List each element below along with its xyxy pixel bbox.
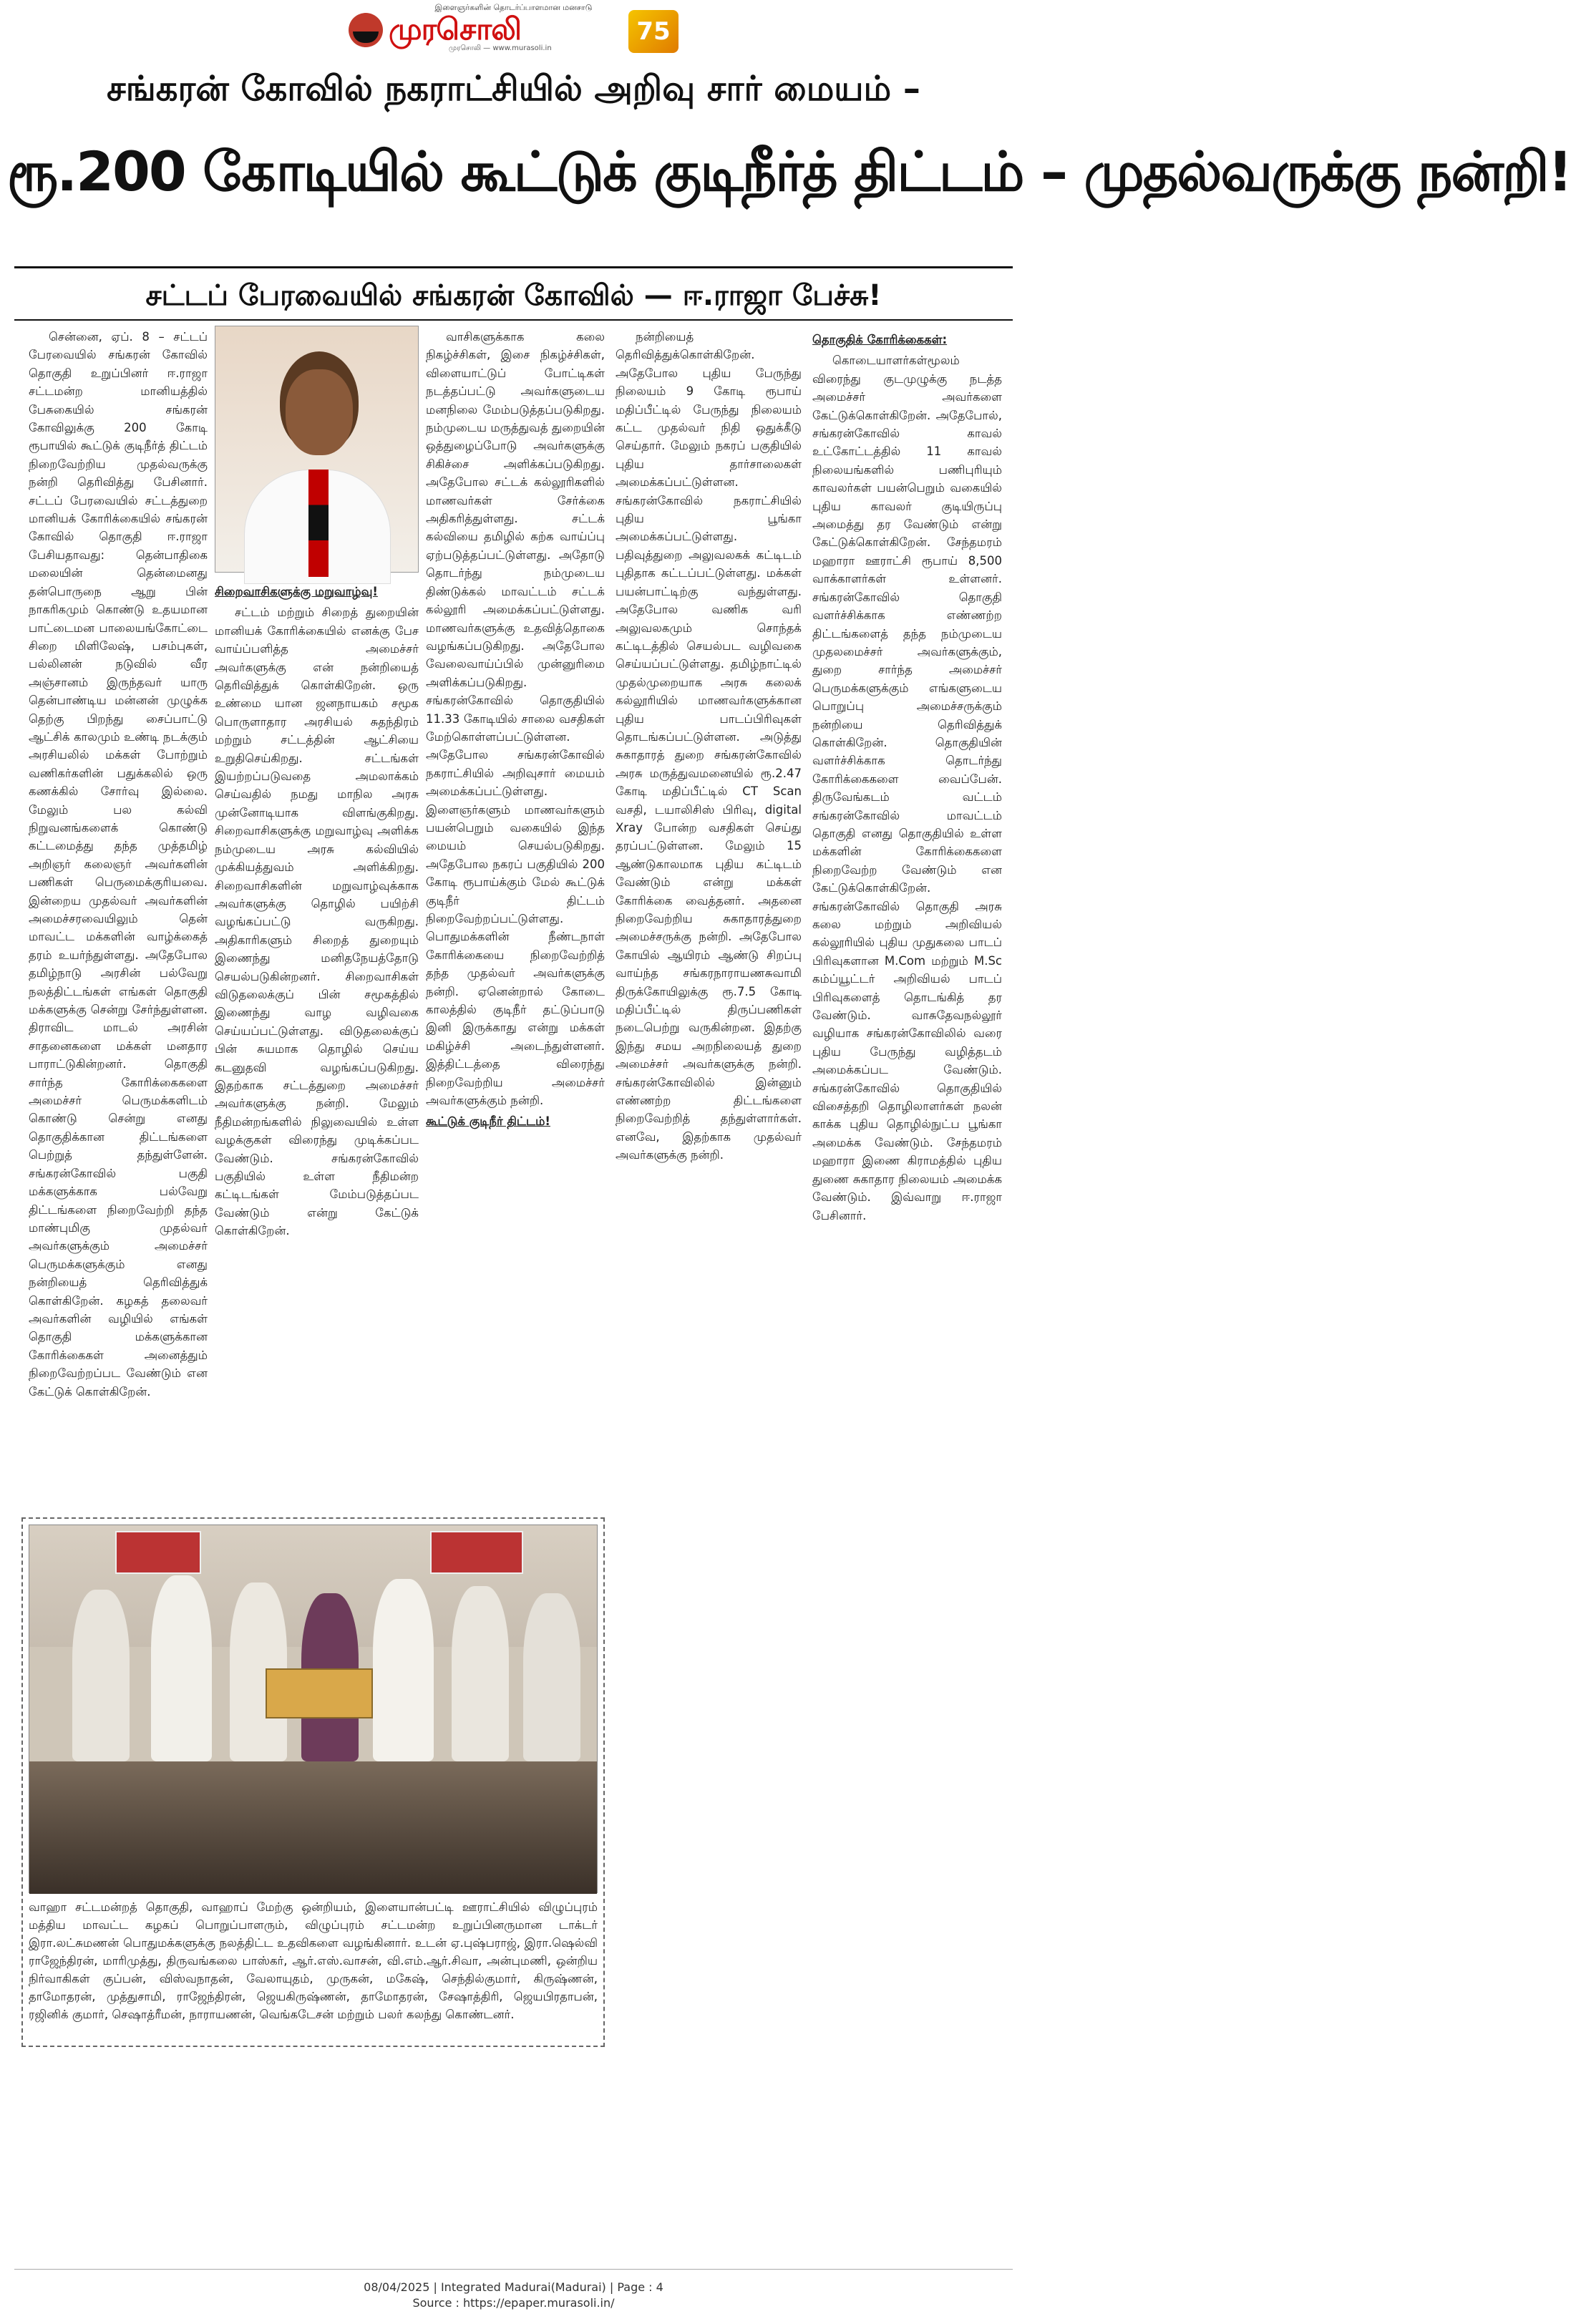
- footer-divider: [14, 2269, 1013, 2270]
- divider: [14, 319, 1013, 321]
- headline-deck: சட்டப் பேரவையில் சங்கரன் கோவில் — ஈ.ராஜா பேச்சு!: [145, 279, 882, 312]
- article-column-3: [426, 328, 605, 1512]
- headline-kicker: சங்கரன் கோவில் நகராட்சியில் அறிவு சார் மையம் –: [107, 69, 920, 109]
- speaker-portrait-photo: [215, 326, 419, 573]
- photo-person: [151, 1575, 212, 1761]
- page-footer: [0, 2280, 1027, 2311]
- rising-sun-icon: [349, 13, 383, 47]
- article-column-1: [29, 328, 208, 1512]
- photo-caption: வாஹா சட்டமன்றத் தொகுதி, வாஹாப் மேற்கு ஒன்றியம், இளையான்பட்டி ஊராட்சியில் விழுப்புரம் மத்திய மாவட்ட கழகப் பொறுப்பாளரும், விழுப்புரம் சட்டமன்ற உறுப்பினருமான டாக்டர் இரா.லட்சுமணன் பொதுமக்களுக்கு நலத்திட்ட உதவிகளை வழங்கினார். உடன் ஏ.புஷ்பராஜ், இரா.ஷெல்வி ராஜேந்திரன், மாரிமுத்து, திருவங்கலை பாஸ்கர், ஆர்.எஸ்.வாசன், வி.எம்.ஆர்.சிவா, அன்புமணி, ஒன்றிய நிர்வாகிகள் குப்பன், விஸ்வநாதன், வேலாயுதம், முருகன், மகேஷ், செந்தில்குமார், கிருஷ்ணன், தாமோதரன், முத்துசாமி, ராஜேந்திரன், ஜெயகிருஷ்ணன், தாமோதரன், சேஷாத்திரி, ஜெயபிரதாபன், ரஜினிக் குமார், செஷாத்ரீமன், நாராயணன், வெங்கடேசன் மற்றும் பலர் கலந்து கொண்டனர்.: [29, 1900, 598, 2021]
- article-column-4: [616, 328, 802, 2260]
- article-text: வாசிகளுக்காக கலை நிகழ்ச்சிகள், இசை நிகழ்ச்சிகள், விளையாட்டுப் போட்டிகள் நடத்தப்பட்டு அவர்களுடைய மனநிலை மேம்படுத்தப்படுகிறது. நம்முடைய மருத்துவத் துறையின் ஒத்துழைப்போடு அவர்களுக்கு சிகிச்சை அளிக்கப்படுகிறது. அதேபோல சட்டக் கல்லூரிகளில் மாணவர்கள் சேர்க்கை அதிகரித்துள்ளது. சட்டக் கல்வியை தமிழில் கற்க வாய்ப்பு ஏற்படுத்தப்பட்டுள்ளது. அதோடு தொடர்ந்து நம்முடைய திண்டுக்கல் மாவட்டம் சட்டக் கல்லூரி அமைக்கப்பட்டுள்ளது. மாணவர்களுக்கு உதவித்தொகை வழங்கப்படுகிறது. அதேபோல வேலைவாய்ப்பில் முன்னுரிமை அளிக்கப்படுகிறது. சங்கரன்கோவில் தொகுதியில் 11.33 கோடியில் சாலை வசதிகள் மேற்கொள்ளப்பட்டுள்ளன. அதேபோல சங்கரன்கோவில் நகராட்சியில் அறிவுசார் மையம் அமைக்கப்பட்டுள்ளது. இளைஞர்களும் மாணவர்களும் பயன்பெறும் வகையில் இந்த மையம் செயல்படுகிறது. அதேபோல நகரப் பகுதியில் 200 கோடி ரூபாய்க்கும் மேல் கூட்டுக் குடிநீர் திட்டம் நிறைவேற்றப்பட்டுள்ளது. பொதுமக்களின் நீண்டநாள் கோரிக்கையை நிறைவேற்றித் தந்த முதல்வர் அவர்களுக்கு நன்றி. ஏனென்றால் கோடை காலத்தில் குடிநீர் தட்டுப்பாடு இனி இருக்காது என்று மக்கள் மகிழ்ச்சி அடைந்துள்ளனர். இத்திட்டத்தை விரைந்து நிறைவேற்றிய அமைச்சர் அவர்களுக்கும் நன்றி.: [426, 330, 605, 1108]
- newspaper-logo: [349, 10, 679, 54]
- subhead: சிறைவாசிகளுக்கு மறுவாழ்வு!: [215, 585, 378, 598]
- event-group-photo: [29, 1525, 598, 1893]
- photo-person: [452, 1586, 509, 1761]
- masthead-tagline: இளைஞர்களின் தொடர்ப்பாளமான மனசாடு: [434, 3, 593, 12]
- subhead: தொகுதிக் கோரிக்கைகள்:: [812, 333, 948, 346]
- article-text: கொடையாளர்கள்மூலம் விரைந்து குடமுழுக்கு நடத்த அமைச்சர் அவர்களை கேட்டுக்கொள்கிறேன். அதேபோல், சங்கரன்கோவில் காவல் உட்கோட்டத்தில் 11 காவல் நிலையங்களில் பணிபுரியும் காவலர்கள் பயன்பெறும் வகையில் புதிய காவலர் குடியிருப்பு அமைத்து தர வேண்டும் என்று கேட்டுக்கொள்கிறேன். சேந்தமரம் மஹாரா ஊராட்சி ரூபாய் 8,500 வாக்காளர்கள் உள்ளனர். சங்கரன்கோவில் தொகுதி வளர்ச்சிக்காக எண்ணற்ற திட்டங்களைத் தந்த நம்முடைய முதலமைச்சர் அவர்களுக்கும், துறை சார்ந்த அமைச்சர் பெருமக்களுக்கும் எங்களுடைய பொறுப்பு அமைச்சருக்கும் நன்றியை தெரிவித்துக் கொள்கிறேன். தொகுதியின் வளர்ச்சிக்காக தொடர்ந்து கோரிக்கைகளை வைப்பேன். திருவேங்கடம் வட்டம் சங்கரன்கோவில் மாவட்டம் தொகுதி எனது தொகுதியில் உள்ள மக்களின் கோரிக்கைகளை நிறைவேற்ற வேண்டும் என கேட்டுக்கொள்கிறேன். சங்கரன்கோவில் தொகுதி அரசு கலை மற்றும் அறிவியல் கல்லூரியில் புதிய முதுகலை பாடப் பிரிவுகளான M.Com மற்றும் M.Sc கம்ப்யூட்டர் அறிவியல் பாடப் பிரிவுகளைத் தொடங்கித் தர வேண்டும். வாசுதேவநல்லூர் வழியாக சங்கரன்கோவிலில் வரை புதிய பேருந்து வழித்தடம் அமைக்கப்பட வேண்டும். சங்கரன்கோவில் தொகுதியில் விசைத்தறி தொழிலாளர்கள் நலன் காக்க புதிய தொழில்நுட்ப பூங்கா அமைக்க வேண்டும். சேந்தமரம் மஹாரா இணை கிராமத்தில் புதிய துணை சுகாதார நிலையம் அமைக்க வேண்டும். இவ்வாறு ஈ.ராஜா பேசினார்.: [812, 354, 1002, 1222]
- photo-banner: [115, 1531, 201, 1574]
- photo-banner: [430, 1531, 523, 1574]
- divider: [14, 266, 1013, 268]
- headline-main: ரூ.200 கோடியில் கூட்டுக் குடிநீர்த் திட்டம் – முதல்வருக்கு நன்றி!: [7, 140, 1571, 203]
- article-column-5: [812, 328, 1002, 2260]
- article-column-2: [215, 580, 419, 1510]
- anniversary-badge: 75: [628, 10, 679, 53]
- article-text: நன்றியைத் தெரிவித்துக்கொள்கிறேன். அதேபோல புதிய பேருந்து நிலையம் 9 கோடி ரூபாய் மதிப்பீட்டில் பேருந்து நிலையம் கட்ட முதல்வர் நிதி ஒதுக்கீடு செய்தார். மேலும் நகரப் பகுதியில் புதிய தார்சாலைகள் அமைக்கப்பட்டுள்ளன. சங்கரன்கோவில் நகராட்சியில் புதிய பூங்கா அமைக்கப்பட்டுள்ளது. பதிவுத்துறை அலுவலகக் கட்டிடம் புதிதாக கட்டப்பட்டுள்ளது. மக்கள் பயன்பாட்டிற்கு வந்துள்ளது. அதேபோல வணிக வரி அலுவலகமும் சொந்தக் கட்டிடத்தில் செயல்பட வழிவகை செய்யப்பட்டுள்ளது. தமிழ்நாட்டில் முதல்முறையாக அரசு கலைக் கல்லூரியில் மாணவர்களுக்கான புதிய பாடப்பிரிவுகள் தொடங்கப்பட்டுள்ளன. அடுத்து சுகாதாரத் துறை சங்கரன்கோவில் அரசு மருத்துவமனையில் ரூ.2.47 கோடி மதிப்பீட்டில் CT Scan வசதி, டயாலிசிஸ் பிரிவு, digital Xray போன்ற வசதிகள் செய்து தரப்பட்டுள்ளன. மேலும் 15 ஆண்டுகாலமாக புதிய கட்டிடம் வேண்டும் என்று மக்கள் கோரிக்கை வைத்தனர். அதனை நிறைவேற்றிய சுகாதாரத்துறை அமைச்சருக்கு நன்றி. அதேபோல கோயில் ஆயிரம் ஆண்டு சிறப்பு வாய்ந்த சங்கரநாராயணசுவாமி திருக்கோயிலுக்கு ரூ.7.5 கோடி மதிப்பீட்டில் திருப்பணிகள் நடைபெற்று வருகின்றன. இதற்கு இந்து சமய அறநிலையத் துறை அமைச்சர் அவர்களுக்கு நன்றி. சங்கரன்கோவிலில் இன்னும் எண்ணற்ற திட்டங்களை நிறைவேற்றித் தந்துள்ளார்கள். எனவே, இதற்காக முதல்வர் அவர்களுக்கு நன்றி.: [616, 330, 802, 1162]
- footer-edition-info: 08/04/2025 | Integrated Madurai(Madurai) | Page : 4: [364, 2280, 663, 2294]
- gift-package: [266, 1668, 373, 1718]
- subhead: கூட்டுக் குடிநீர் திட்டம்!: [426, 1114, 550, 1129]
- article-text: சென்னை, ஏப். 8 – சட்டப் பேரவையில் சங்கரன் கோவில் தொகுதி உறுப்பினர் ஈ.ராஜா சட்டமன்ற மானியத்தில் பேசுகையில் சங்கரன் கோவிலுக்கு 200 கோடி ரூபாயில் கூட்டுக் குடிநீர்த் திட்டம் நிறைவேற்றிய முதல்வருக்கு நன்றி தெரிவித்து பேசினார். சட்டப் பேரவையில் சட்டத்துறை மானியக் கோரிக்கையில் சங்கரன் கோவில் தொகுதி ஈ.ராஜா பேசியதாவது: தென்பாதிகை மலையின் தென்மைனது தன்பொருநை ஆறு பின் நாகரிகமும் கொண்டு உதயமான பாட்டைமன பாலையங்கோட்டை சிறை மிளிலேஷ், பசம்புகள், பல்லினன் நடுவில் வீர அஞ்சானம் இருந்தவர் யாரு தென்பாண்டிய மன்னன் முழுக்க தெற்கு பிறந்து சைப்பாட்டு ஆட்சிக் காலமும் உண்டி நடக்கும் அரசியலில் மக்கள் போற்றும் வணிகர்களின் பதுக்கலில் ஒரு கணக்கில் சோர்வு இல்லை. மேலும் பல கல்வி நிறுவனங்களைக் கொண்டு கட்டமைத்து தந்த முத்தமிழ் அறிஞர் கலைஞர் அவர்களின் பணிகள் பெருமைக்குரியவை. இன்றைய முதல்வர் அவர்களின் அமைச்சரவையிலும் தென் மாவட்ட மக்களின் வாழ்க்கைத் தரம் உயர்ந்துள்ளது. அதேபோல தமிழ்நாடு அரசின் பல்வேறு நலத்திட்டங்கள் எங்கள் தொகுதி மக்களுக்கு சென்று சேர்ந்துள்ளன. திராவிட மாடல் அரசின் சாதனைகளை மக்கள் மனதார பாராட்டுகின்றனர். தொகுதி சார்ந்த கோரிக்கைகளை அமைச்சர் பெருமக்களிடம் கொண்டு சென்று எனது தொகுதிக்கான திட்டங்களை பெற்றுத் தந்துள்ளேன். சங்கரன்கோவில் பகுதி மக்களுக்காக பல்வேறு திட்டங்களை நிறைவேற்றி தந்த மாண்புமிகு முதல்வர் அவர்களுக்கும் அமைச்சர் பெருமக்களுக்கும் எனது நன்றியைத் தெரிவித்துக் கொள்கிறேன். கழகத் தலைவர் அவர்களின் வழியில் எங்கள் தொகுதி மக்களுக்கான கோரிக்கைகள் அனைத்தும் நிறைவேற்றப்பட வேண்டும் என கேட்டுக் கொள்கிறேன்.: [29, 330, 208, 1399]
- photo-person: [373, 1579, 434, 1761]
- portrait-face: [286, 369, 353, 455]
- party-stole: [308, 470, 329, 577]
- masthead: [0, 0, 1027, 57]
- photo-person: [523, 1593, 580, 1761]
- logo-subtext: முரசொலி — www.murasoli.in: [449, 44, 552, 52]
- photo-crowd: [29, 1761, 597, 1894]
- article-text: சட்டம் மற்றும் சிறைத் துறையின் மானியக் கோரிக்கையில் எனக்கு பேச வாய்ப்பளித்த அமைச்சர் அவர்களுக்கு என் நன்றியைத் தெரிவித்துக் கொள்கிறேன். ஒரு உண்மை யான ஜனநாயகம் சமூக பொருளாதார அரசியல் சுதந்திரம் மற்றும் சட்டத்தின் ஆட்சியை உறுதிசெய்கிறது. சட்டங்கள் இயற்றப்படுவதை அமலாக்கம் செய்வதில் நமது மாநில அரசு முன்னோடியாக விளங்குகிறது. சிறைவாசிகளுக்கு மறுவாழ்வு அளிக்க நம்முடைய அரசு கல்வியில் முக்கியத்துவம் அளிக்கிறது. சிறைவாசிகளின் மறுவாழ்வுக்காக அவர்களுக்கு தொழில் பயிற்சி வழங்கப்பட்டு வருகிறது. அதிகாரிகளும் சிறைத் துறையும் இணைந்து மனிதநேயத்தோடு செயல்படுகின்றனர். சிறைவாசிகள் விடுதலைக்குப் பின் சமூகத்தில் இணைந்து வாழ வழிவகை செய்யப்பட்டுள்ளது. விடுதலைக்குப் பின் சுயமாக தொழில் செய்ய கடனுதவி வழங்கப்படுகிறது. இதற்காக சட்டத்துறை அமைச்சர் அவர்களுக்கு நன்றி. மேலும் நீதிமன்றங்களில் நிலுவையில் உள்ள வழக்குகள் விரைந்து முடிக்கப்பட வேண்டும். சங்கரன்கோவில் பகுதியில் உள்ள நீதிமன்ற கட்டிடங்கள் மேம்படுத்தப்பட வேண்டும் என்று கேட்டுக் கொள்கிறேன்.: [215, 606, 419, 1238]
- logo-text: முரசொலி: [389, 11, 521, 47]
- photo-person: [72, 1590, 130, 1761]
- footer-source-link[interactable]: Source : https://epaper.murasoli.in/: [412, 2296, 615, 2310]
